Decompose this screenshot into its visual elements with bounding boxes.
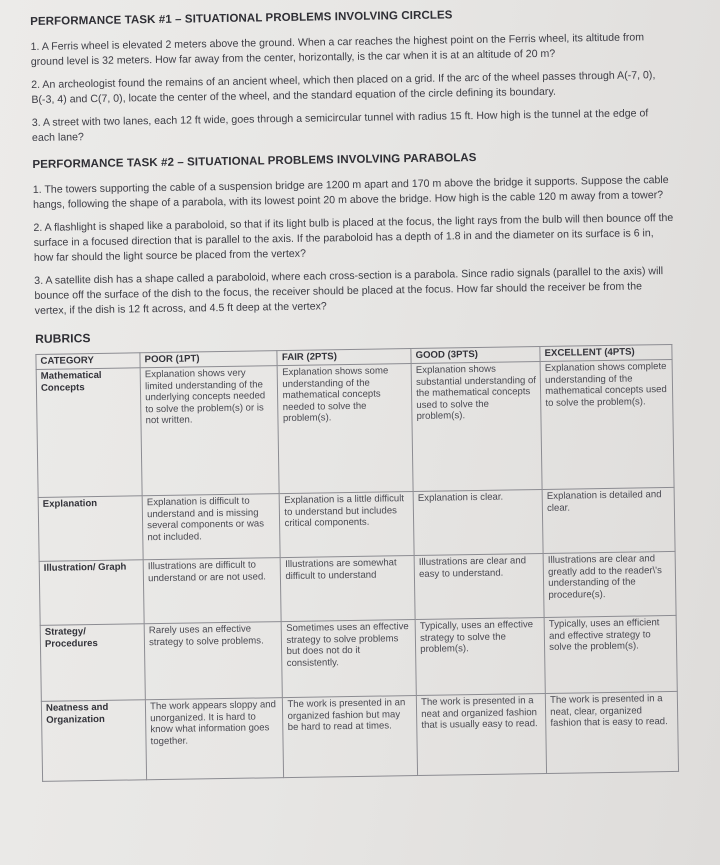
good-cell: Explanation shows substantial understanding of the mathematical concepts used to solve the problem(s). (411, 362, 542, 492)
header-fair: FAIR (2PTS) (277, 349, 411, 367)
header-category: CATEGORY (36, 353, 140, 370)
task1-problem-2: 2. An archeologist found the remains of an ancient wheel, which then placed on a grid. If the arc of the wheel passes through A(-7, 0), B(-3, 4) and C(7, 0), locate the center of the wheel, and the standard equation of the circle defining its boundary. (31, 69, 656, 106)
good-cell: The work is presented in a neat and organized fashion that is usually easy to read. (416, 694, 546, 776)
poor-cell: The work appears sloppy and unorganized. It is hard to know what information goes together. (145, 698, 284, 780)
good-cell: Explanation is clear. (413, 490, 543, 556)
worksheet-content (30, 0, 682, 782)
task2-problem-1: 1. The towers supporting the cable of a suspension bridge are 1200 m apart and 170 m above the bridge it supports. Suppose the cable hangs, following the shape of a parabola, with its lowest point 20 m above the bridge. How high is the cable 120 m away from a tower? (32, 173, 669, 211)
poor-cell: Illustrations are difficult to understand or are not used. (143, 558, 281, 624)
excellent-cell: Explanation shows complete understanding of the mathematical concepts used to solve the problem(s). (540, 360, 674, 490)
poor-cell: Explanation shows very limited understanding of the underlying concepts needed to solve the problem(s) or is not written. (140, 366, 279, 496)
excellent-cell: Explanation is detailed and clear. (542, 488, 675, 554)
rubric-table (35, 344, 679, 782)
poor-cell: Explanation is difficult to understand and is missing several components or was not included. (142, 494, 280, 560)
rubric-row-explanation (38, 488, 675, 562)
excellent-cell: Typically, uses an efficient and effective strategy to solve the problem(s). (544, 616, 677, 694)
header-excellent: EXCELLENT (4PTS) (540, 344, 672, 361)
poor-cell: Rarely uses an effective strategy to solve problems. (144, 622, 283, 700)
fair-cell: The work is presented in an organized fashion but may be hard to read at times. (283, 696, 418, 778)
rubric-row-illustration-graph (39, 552, 676, 626)
category-cell: Illustration/ Graph (39, 560, 144, 626)
category-cell: Strategy/ Procedures (40, 624, 145, 702)
fair-cell: Explanation shows some understanding of the mathematical concepts needed to solve the problem(s). (278, 364, 414, 494)
task1-problem-1: 1. A Ferris wheel is elevated 2 meters above the ground. When a car reaches the highest point on the Ferris wheel, its altitude from ground level is 32 meters. How far away from the center, horizontally, is the car when it is at an altitude of 20 m? (30, 31, 645, 68)
rubric-row-strategy-procedures (40, 616, 677, 702)
header-good: GOOD (3PTS) (411, 347, 540, 364)
category-cell: Explanation (38, 496, 143, 562)
fair-cell: Explanation is a little difficult to understand but includes critical components. (280, 492, 415, 558)
task2-problem-3: 3. A satellite dish has a shape called a paraboloid, where each cross-section is a parabola. Since radio signals (parallel to the axis) will bounce off the surface of the dish to the focus, the receiver should be placed at the focus. How far should the receiver be from the vertex, if the dish is 12 ft across, and 4.5 ft deep at the vertex? (34, 265, 664, 317)
rubric-row-neatness-organization (41, 692, 678, 782)
task1-heading: PERFORMANCE TASK #1 – SITUATIONAL PROBLEMS INVOLVING CIRCLES (30, 9, 453, 28)
good-cell: Typically, uses an effective strategy to solve the problem(s). (415, 618, 545, 696)
category-cell: Mathematical Concepts (36, 368, 142, 498)
good-cell: Illustrations are clear and easy to understand. (414, 554, 544, 620)
excellent-cell: Illustrations are clear and greatly add to the reader\'s understanding of the procedure(s). (543, 552, 676, 618)
task1-problem-3: 3. A street with two lanes, each 12 ft wide, goes through a semicircular tunnel with radius 15 ft. How high is the tunnel at the edge of each lane? (31, 107, 649, 144)
rubric-row-mathematical-concepts (36, 360, 674, 498)
fair-cell: Illustrations are somewhat difficult to understand (281, 556, 416, 622)
excellent-cell: The work is presented in a neat, clear, organized fashion that is easy to read. (545, 692, 678, 774)
task2-heading: PERFORMANCE TASK #2 – SITUATIONAL PROBLEMS INVOLVING PARABOLAS (32, 152, 477, 171)
rubrics-title: RUBRICS (35, 331, 91, 346)
task2-problem-2: 2. A flashlight is shaped like a paraboloid, so that if its light bulb is placed at the focus, the light rays from the bulb will then bounce off the surface in a focused direction that is parallel to the axis. If the paraboloid has a depth of 1.8 in and the diameter on its surface is 6 in, how far should the light source be placed from the vertex? (33, 211, 674, 264)
category-cell: Neatness and Organization (41, 700, 146, 782)
fair-cell: Sometimes uses an effective strategy to solve problems but does not do it consistently. (282, 620, 417, 698)
header-poor: POOR (1PT) (140, 351, 278, 369)
